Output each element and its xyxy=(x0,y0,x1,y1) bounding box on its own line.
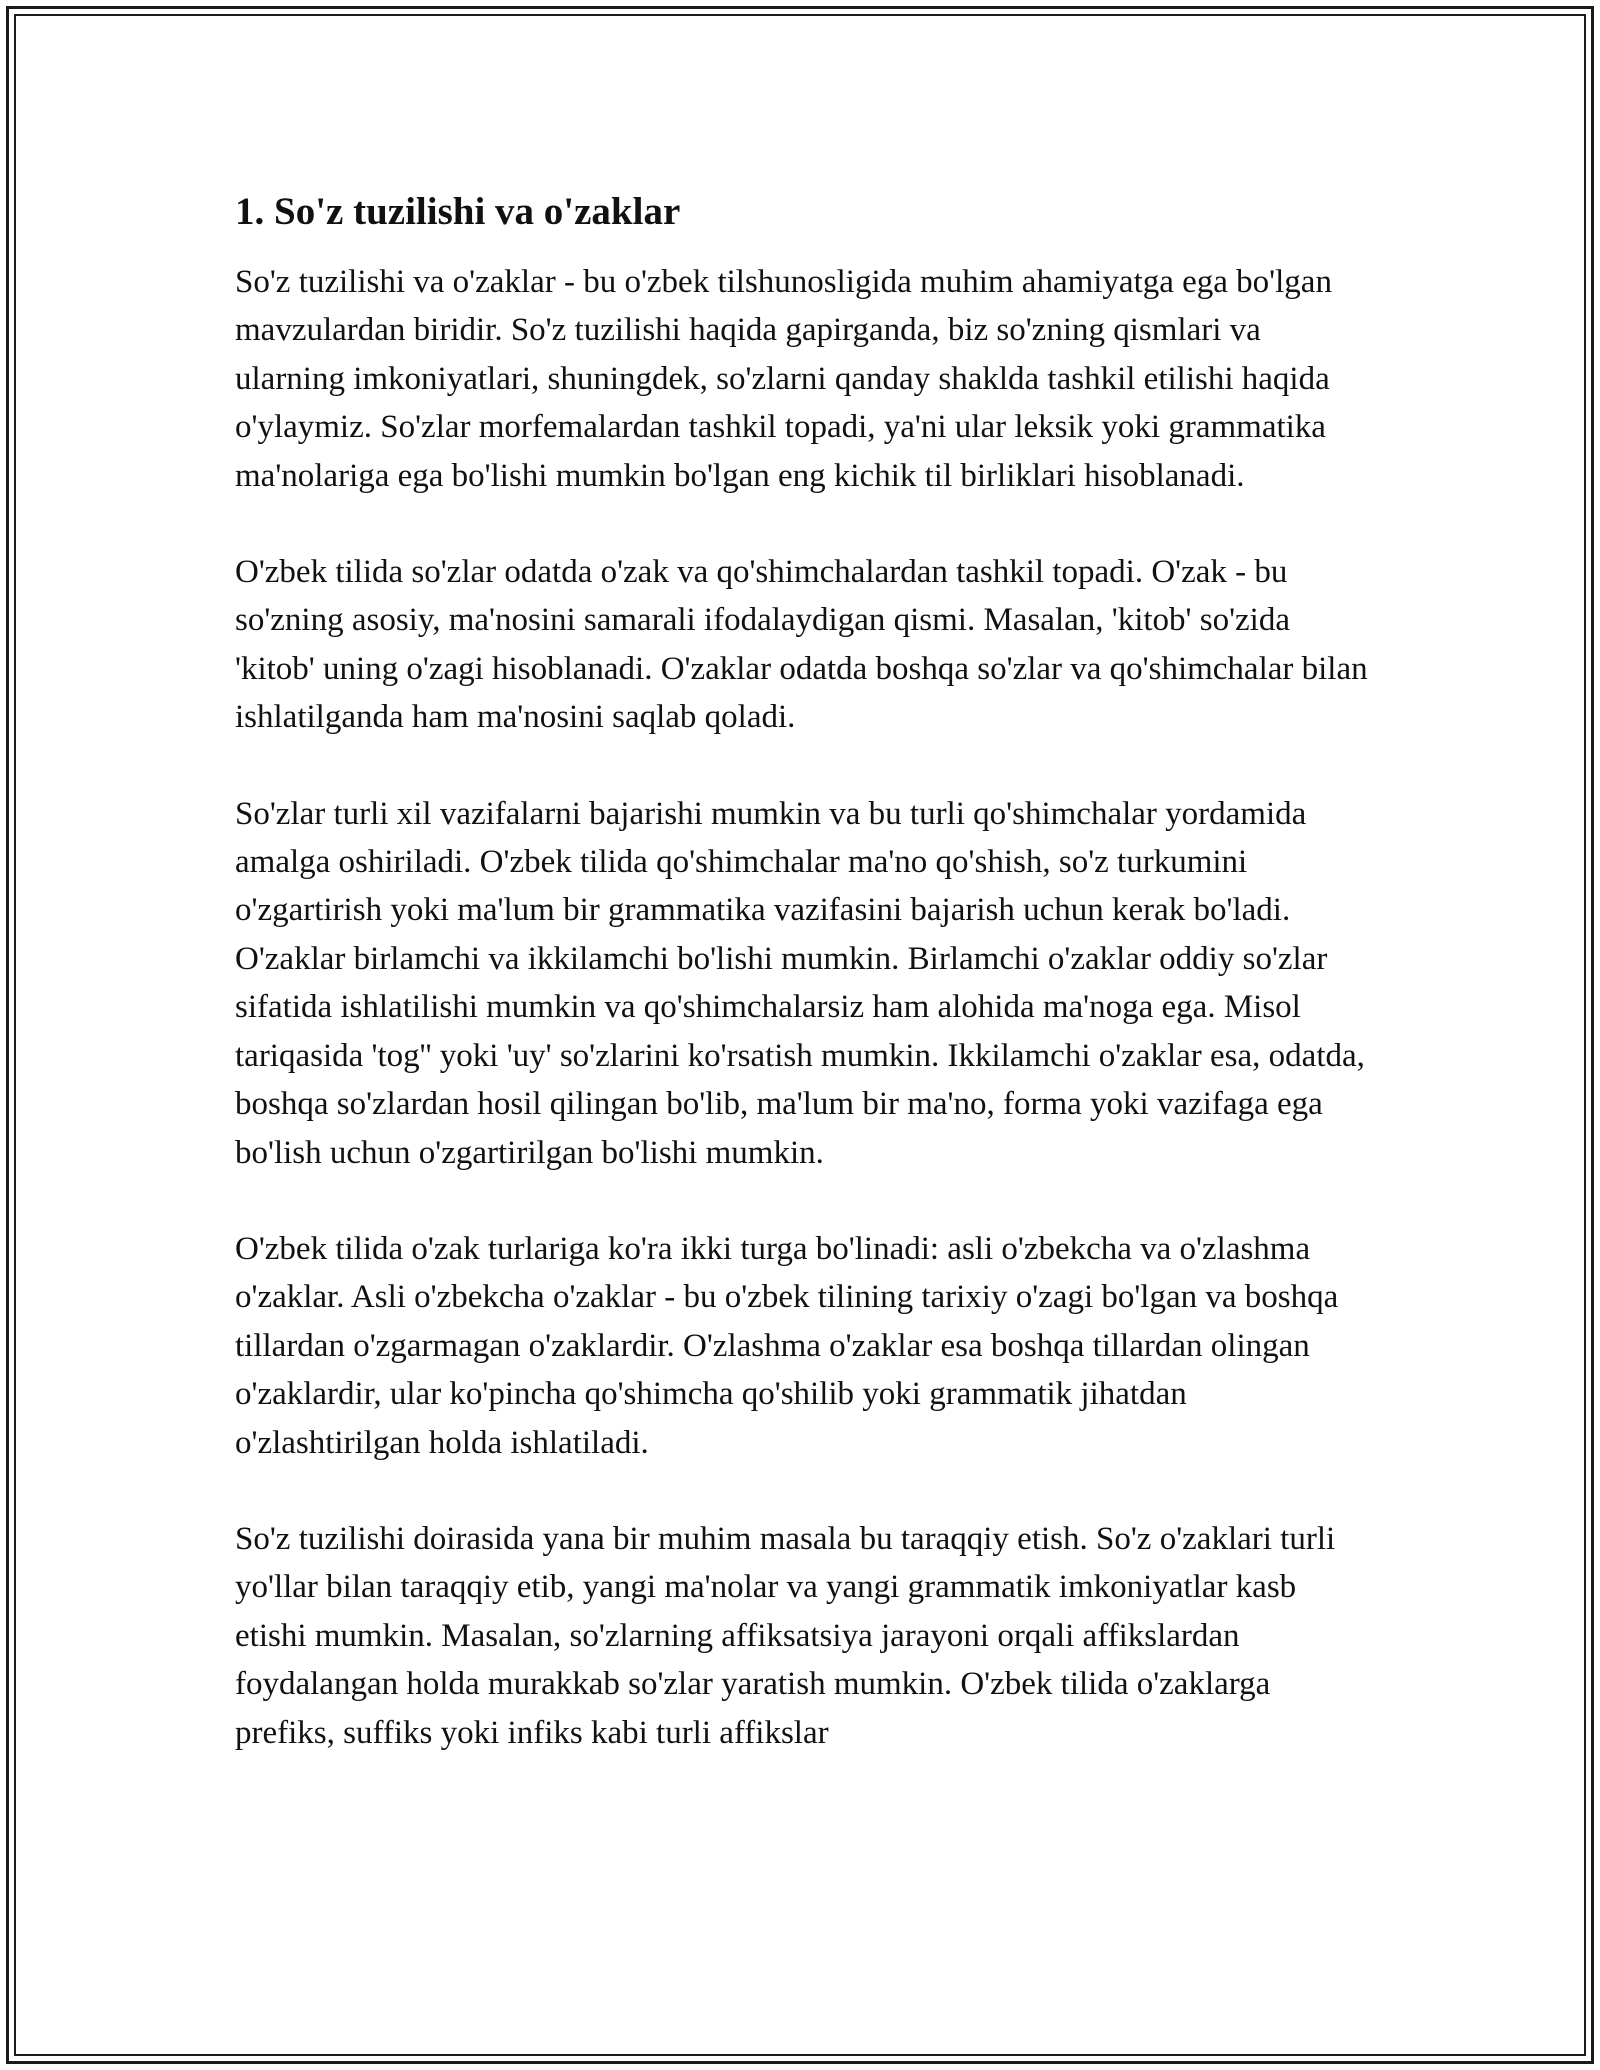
paragraph-1: So'z tuzilishi va o'zaklar - bu o'zbek tilshunosligida muhim ahamiyatga ega bo'lgan mavzulardan biridir. So'z tuzilishi haqida gapirganda, biz so'zning qismlari va ularning imkoniyatlari, shuningdek, so'zlarni qanday shaklda tashkil etilishi haqida o'ylaymiz. So'zlar morfemalardan tashkil topadi, ya'ni ular leksik yoki grammatika ma'nolariga ega bo'lishi mumkin bo'lgan eng kichik til birliklari hisoblanadi. xyxy=(235,264,1332,494)
paragraph-5: So'z tuzilishi doirasida yana bir muhim masala bu taraqqiy etish. So'z o'zaklari turli yo'llar bilan taraqqiy etib, yangi ma'nolar va yangi grammatik imkoniyatlar kasb etishi mumkin. Masalan, so'zlarning affiksatsiya jarayoni orqali affikslardan foydalangan holda murakkab so'zlar yaratish mumkin. O'zbek tilida o'zaklarga prefiks, suffiks yoki infiks kabi turli affikslar xyxy=(235,1520,1336,1751)
section-heading: 1. So'z tuzilishi va o'zaklar xyxy=(235,190,681,233)
paragraph-2: O'zbek tilida so'zlar odatda o'zak va qo'shimchalardan tashkil topadi. O'zak - bu so'zning asosiy, ma'nosini samarali ifodalaydigan qismi. Masalan, 'kitob' so'zida 'kitob' uning o'zagi hisoblanadi. O'zaklar odatda boshqa so'zlar va qo'shimchalar bilan ishlatilganda ham ma'nosini saqlab qoladi. xyxy=(235,554,1368,736)
paragraph-3: So'zlar turli xil vazifalarni bajarishi mumkin va bu turli qo'shimchalar yordamida amalga oshiriladi. O'zbek tilida qo'shimchalar ma'no qo'shish, so'z turkumini o'zgartirish yoki ma'lum bir grammatika vazifasini bajarish uchun kerak bo'ladi. O'zaklar birlamchi va ikkilamchi bo'lishi mumkin. Birlamchi o'zaklar oddiy so'zlar sifatida ishlatilishi mumkin va qo'shimchalarsiz ham alohida ma'noga ega. Misol tariqasida 'tog'' yoki 'uy' so'zlarini ko'rsatish mumkin. Ikkilamchi o'zaklar esa, odatda, boshqa so'zlardan hosil qilingan bo'lib, ma'lum bir ma'no, forma yoki vazifaga ega bo'lish uchun o'zgartirilgan bo'lishi mumkin. xyxy=(235,795,1365,1171)
document-body xyxy=(235,188,1375,1805)
paragraph-4: O'zbek tilida o'zak turlariga ko'ra ikki turga bo'linadi: asli o'zbekcha va o'zlashma o'zaklar. Asli o'zbekcha o'zaklar - bu o'zbek tilining tarixiy o'zagi bo'lgan va boshqa tillardan o'zgarmagan o'zaklardir. O'zlashma o'zaklar esa boshqa tillardan olingan o'zaklardir, ular ko'pincha qo'shimcha qo'shilib yoki grammatik jihatdan o'zlashtirilgan holda ishlatiladi. xyxy=(235,1230,1339,1461)
